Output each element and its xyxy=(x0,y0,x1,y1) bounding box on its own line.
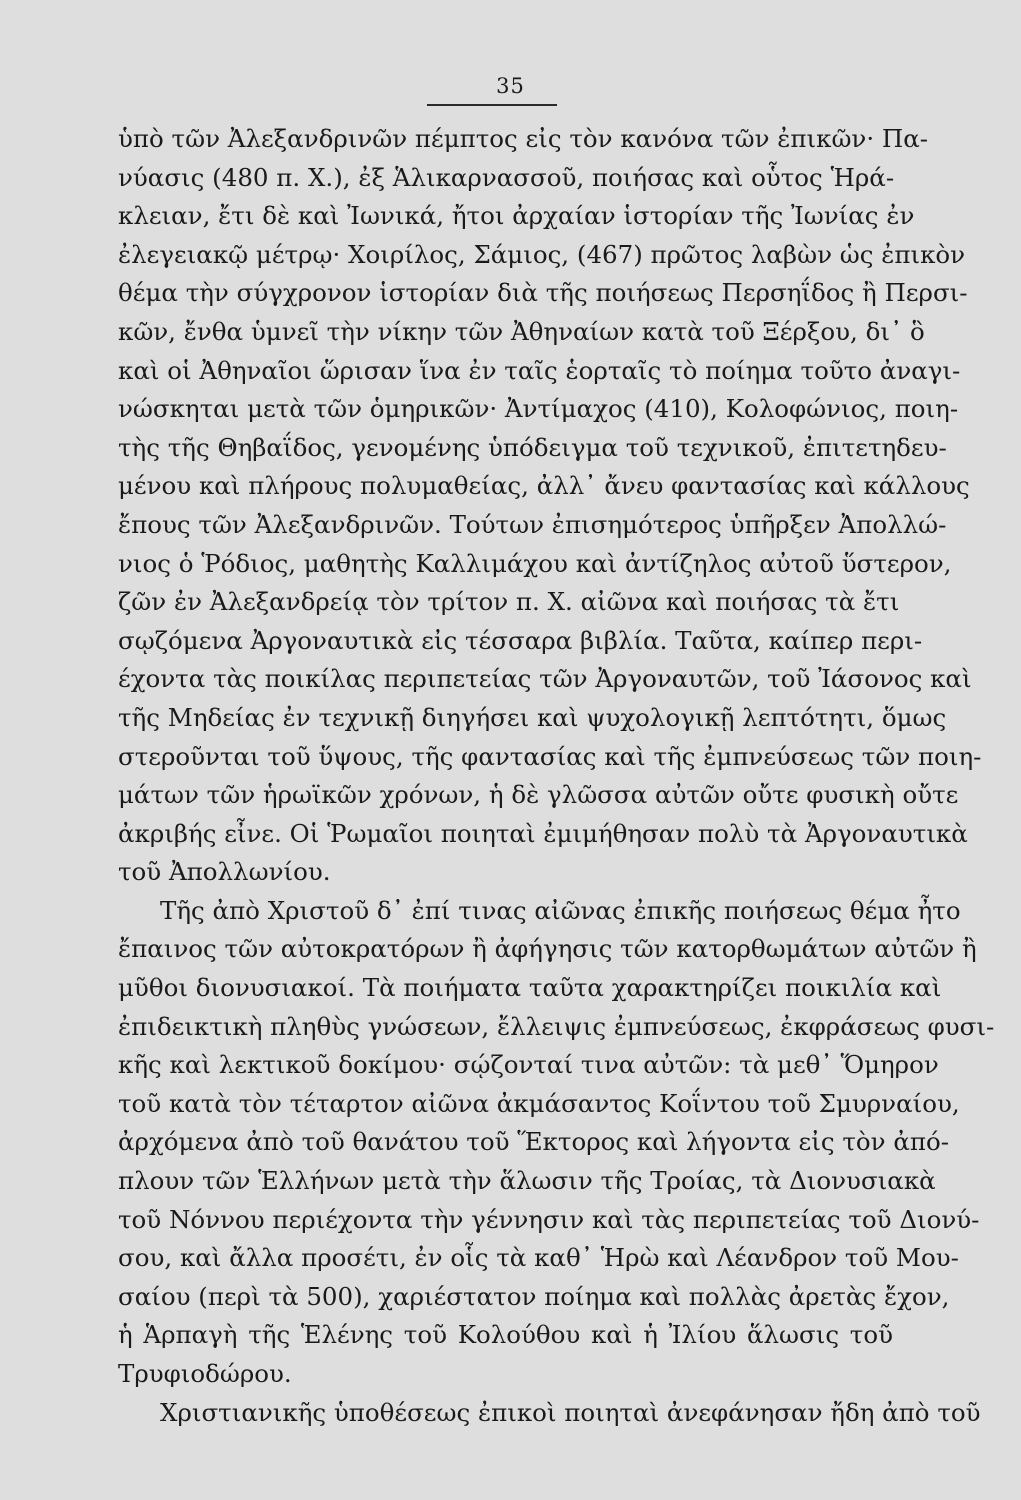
text-line: σῳζόμενα Ἀργοναυτικὰ εἰς τέσσαρα βιβλία. Ταῦτα, καίπερ περι- xyxy=(118,625,923,655)
text-line: ἔπους τῶν Ἀλεξανδρινῶν. Τούτων ἐπισημότερος ὑπῆρξεν Ἀπολλώ- xyxy=(118,509,947,539)
text-line: νώσκηται μετὰ τῶν ὁμηρικῶν· Ἀντίμαχος (410), Κολοφώνιος, ποιη- xyxy=(118,394,959,424)
text-line: τῆς Μηδείας ἐν τεχνικῇ διηγήσει καὶ ψυχολογικῇ λεπτότητι, ὅμως xyxy=(118,702,947,732)
text-line: μάτων τῶν ἡρωϊκῶν χρόνων, ἡ δὲ γλῶσσα αὐτῶν οὔτε φυσικὴ οὔτε xyxy=(118,780,959,810)
text-line: ἐλεγειακῷ μέτρῳ· Χοιρίλος, Σάμιος, (467) πρῶτος λαβὼν ὡς ἐπικὸν xyxy=(118,239,966,269)
text-line: σαίου (περὶ τὰ 500), χαριέστατον ποίημα καὶ πολλὰς ἀρετὰς ἔχον, xyxy=(118,1281,950,1311)
text-line: κλειαν, ἔτι δὲ καὶ Ἰωνικά, ἤτοι ἀρχαίαν ἱστορίαν τῆς Ἰωνίας ἐν xyxy=(118,201,915,231)
text-line: έχοντα τὰς ποικίλας περιπετείας τῶν Ἀργοναυτῶν, τοῦ Ἰάσονος καὶ xyxy=(118,664,972,694)
text-line: ἡ Ἁρπαγὴ τῆς Ἑλένης τοῦ Κολούθου καὶ ἡ Ἰλίου ἅλωσις τοῦ xyxy=(118,1320,893,1350)
text-line: καὶ οἱ Ἀθηναῖοι ὥρισαν ἵνα ἐν ταῖς ἑορταῖς τὸ ποίημα τοῦτο ἀναγι- xyxy=(118,355,961,385)
text-line: ἀκριβής εἶνε. Οἱ Ῥωμαῖοι ποιηταὶ ἐμιμήθησαν πολὺ τὰ Ἀργοναυτικὰ xyxy=(118,818,968,848)
text-line: Τῆς ἀπὸ Χριστοῦ δ᾿ ἐπί τινας αἰῶνας ἐπικῆς ποιήσεως θέμα ἦτο xyxy=(160,895,961,925)
body-text xyxy=(118,120,995,1432)
text-line: τὴς τῆς Θηβαΐδος, γενομένης ὑπόδειγμα τοῦ τεχνικοῦ, ἐπιτετηδευ- xyxy=(118,432,947,462)
text-line: σου, καὶ ἄλλα προσέτι, ἐν οἷς τὰ καθ᾿ Ἡρὼ καὶ Λέανδρον τοῦ Μου- xyxy=(118,1243,959,1273)
header-rule xyxy=(427,104,557,106)
text-line: πλουν τῶν Ἑλλήνων μετὰ τὴν ἅλωσιν τῆς Τροίας, τὰ Διονυσιακὰ xyxy=(118,1166,936,1196)
text-line: Τρυφιοδώρου. xyxy=(118,1359,292,1388)
text-line: τοῦ Νόννου περιέχοντα τὴν γέννησιν καὶ τὰς περιπετείας τοῦ Διονύ- xyxy=(118,1204,980,1234)
text-line: ζῶν ἐν Ἀλεξανδρείᾳ τὸν τρίτον π. Χ. αἰῶνα καὶ ποιήσας τὰ ἔτι xyxy=(118,587,900,617)
text-line: στεροῦνται τοῦ ὕψους, τῆς φαντασίας καὶ τῆς ἐμπνεύσεως τῶν ποιη- xyxy=(118,741,982,771)
page-number: 35 xyxy=(496,74,525,98)
text-line: ὑπὸ τῶν Ἀλεξανδρινῶν πέμπτος εἰς τὸν κανόνα τῶν ἐπικῶν· Πα- xyxy=(118,124,929,153)
text-line: μῦθοι διονυσιακοί. Τὰ ποιήματα ταῦτα χαρακτηρίζει ποικιλία καὶ xyxy=(118,973,942,1003)
text-line: κῆς καὶ λεκτικοῦ δοκίμου· σῴζονταί τινα αὐτῶν: τὰ μεθ᾿ Ὅμηρον xyxy=(118,1050,939,1080)
text-line: νιος ὁ Ῥόδιος, μαθητὴς Καλλιμάχου καὶ ἀντίζηλος αὐτοῦ ὕστερον, xyxy=(118,548,952,578)
text-line: νύασις (480 π. Χ.), ἐξ Ἁλικαρνασσοῦ, ποιήσας καὶ οὗτος Ἡρά- xyxy=(118,162,895,192)
text-line: τοῦ Ἀπολλωνίου. xyxy=(118,857,331,887)
text-line: ἀρχόμενα ἀπὸ τοῦ θανάτου τοῦ Ἕκτορος καὶ λήγοντα εἰς τὸν ἀπό- xyxy=(118,1127,949,1157)
text-line: Χριστιανικῆς ὑποθέσεως ἐπικοὶ ποιηταὶ ἀνεφάνησαν ἤδη ἀπὸ τοῦ xyxy=(160,1397,981,1427)
text-line: κῶν, ἔνθα ὑμνεῖ τὴν νίκην τῶν Ἀθηναίων κατὰ τοῦ Ξέρξου, δι᾿ ὃ xyxy=(118,316,925,346)
text-line: θέμα τὴν σύγχρονον ἱστορίαν διὰ τῆς ποιήσεως Περσηΐδος ἢ Περσι- xyxy=(118,278,968,308)
text-line: μένου καὶ πλήρους πολυμαθείας, ἀλλ᾿ ἄνευ φαντασίας καὶ κάλλους xyxy=(118,471,970,501)
text-line: τοῦ κατὰ τὸν τέταρτον αἰῶνα ἀκμάσαντος Κοΐντου τοῦ Σμυρναίου, xyxy=(118,1088,960,1118)
text-line: ἐπιδεικτικὴ πληθὺς γνώσεων, ἔλλειψις ἐμπνεύσεως, ἐκφράσεως φυσι- xyxy=(118,1011,995,1041)
text-line: ἔπαινος τῶν αὐτοκρατόρων ἢ ἀφήγησις τῶν κατορθωμάτων αὐτῶν ἢ xyxy=(118,934,977,964)
